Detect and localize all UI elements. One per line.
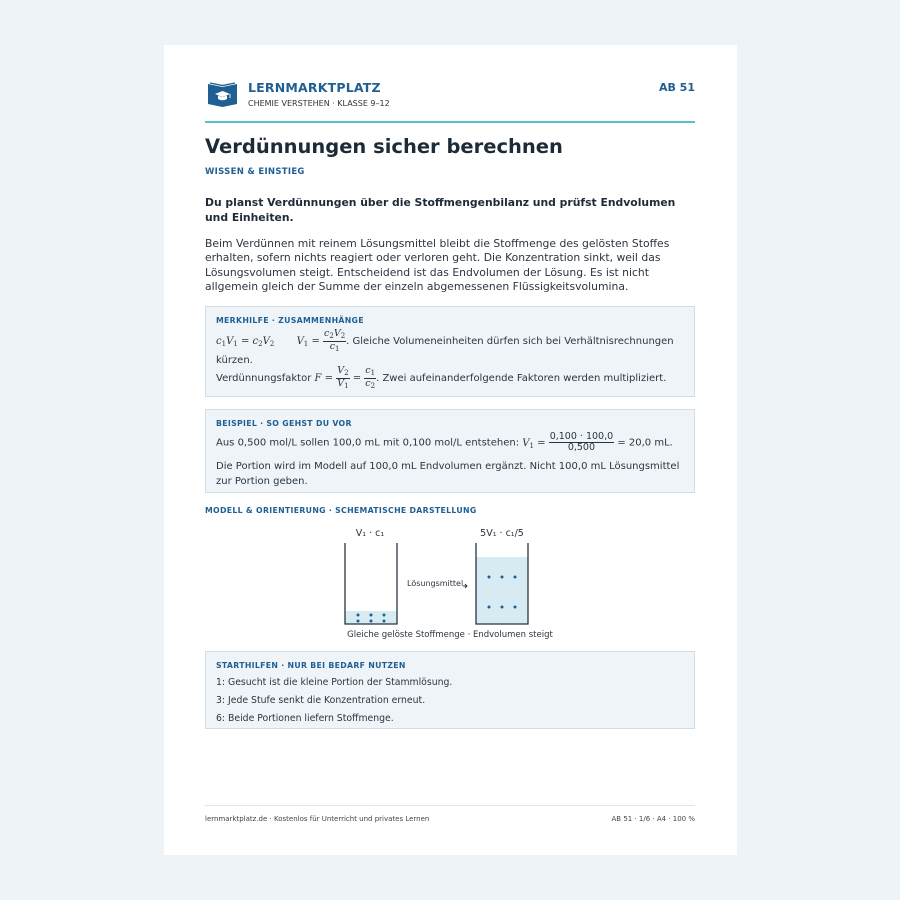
- formula-v1: $V_1$ = $\frac{c_2V_2}{c_1}$: [296, 328, 346, 353]
- right-beaker-liquid: [476, 557, 528, 624]
- merkhilfe-box: [205, 306, 695, 397]
- header-rule: [205, 121, 695, 123]
- beispiel-title: BEISPIEL · SO GEHST DU VOR: [216, 419, 352, 428]
- merkhilfe-line-1: [216, 329, 686, 369]
- merkhilfe-line-2: [216, 366, 686, 391]
- starthilfen-box: [205, 651, 695, 729]
- beispiel-line-1: [216, 432, 686, 453]
- beispiel-line-2: Die Portion wird im Modell auf 100,0 mL Endvolumen ergänzt. Nicht 100,0 mL Lösungsmittel zur Portion geben.: [216, 461, 680, 487]
- worksheet-page: [164, 45, 737, 855]
- left-beaker-label: V₁ · c₁: [355, 528, 385, 539]
- starthilfe-item-3: 6: Beide Portionen liefern Stoffmenge.: [216, 713, 394, 724]
- example-fraction: [549, 432, 614, 453]
- starthilfe-item-2: 3: Jede Stufe senkt die Konzentration erneut.: [216, 695, 426, 706]
- right-beaker-label: 5V₁ · c₁/5: [480, 528, 524, 539]
- lead-paragraph: Du planst Verdünnungen über die Stoffmengenbilanz und prüfst Endvolumen und Einheiten.: [205, 196, 676, 224]
- section-tag: WISSEN & EINSTIEG: [205, 167, 305, 177]
- formula-example: $V_1$ =: [522, 437, 549, 450]
- body-paragraph: Beim Verdünnen mit reinem Lösungsmittel bleibt die Stoffmenge des gelösten Stoffes erhalten, sofern nichts reagiert oder verloren geht. Die Konzentration sinkt, weil das Lösungsvolumen steigt. Entscheidend ist das Endvolumen der Lösung. Es ist nicht allgemein gleich der Summe der einzeln abgemessenen Flüssigkeitsvolumina.: [205, 237, 670, 293]
- solvent-arrow-icon: [463, 584, 467, 588]
- merkhilfe-line-1-text: . Gleiche Volumeneinheiten dürfen sich bei Verhältnisrechnungen kürzen.: [216, 336, 674, 366]
- footer-left: lernmarktplatz.de · Kostenlos für Unterricht und privates Lernen: [205, 815, 430, 823]
- sheet-code: AB 51: [658, 81, 695, 94]
- formula-dilution-balance: $c_1V_1 = c_2V_2$: [216, 336, 275, 348]
- footer-rule: [205, 805, 695, 806]
- merkhilfe-line-2-prefix: Verdünnungsfaktor: [216, 373, 315, 384]
- starthilfen-title: STARTHILFEN · NUR BEI BEDARF NUTZEN: [216, 661, 406, 670]
- beispiel-box: [205, 409, 695, 493]
- page-title: Verdünnungen sicher berechnen: [205, 135, 563, 158]
- dilution-diagram: [330, 523, 580, 643]
- brand-name: LERNMARKTPLATZ: [248, 80, 381, 95]
- beispiel-line-1-prefix: Aus 0,500 mol/L sollen 100,0 mL mit 0,100 mol/L entstehen:: [216, 437, 523, 449]
- solvent-arrow-label: Lösungsmittel: [407, 579, 464, 588]
- model-section-title: MODELL & ORIENTIERUNG · SCHEMATISCHE DARSTELLUNG: [205, 506, 477, 515]
- example-result: = 20,0 mL.: [617, 437, 673, 449]
- starthilfe-item-1: 1: Gesucht ist die kleine Portion der Stammlösung.: [216, 677, 453, 688]
- brand-subtitle: CHEMIE VERSTEHEN · KLASSE 9–12: [248, 99, 390, 108]
- merkhilfe-title: MERKHILFE · ZUSAMMENHÄNGE: [216, 316, 364, 325]
- diagram-caption: Gleiche gelöste Stoffmenge · Endvolumen steigt: [347, 630, 553, 640]
- formula-factor: F = $\frac{V_2}{V_1}$ = $\frac{c_1}{c_2}$: [314, 365, 376, 390]
- merkhilfe-line-2-text: . Zwei aufeinanderfolgende Faktoren werden multipliziert.: [376, 373, 667, 384]
- footer-right: AB 51 · 1/6 · A4 · 100 %: [611, 815, 695, 823]
- page-header: [205, 79, 695, 123]
- example-numerator: 0,100 · 100,0: [549, 431, 614, 442]
- example-denominator: 0,500: [567, 442, 596, 453]
- book-cap-logo-icon: [207, 81, 238, 107]
